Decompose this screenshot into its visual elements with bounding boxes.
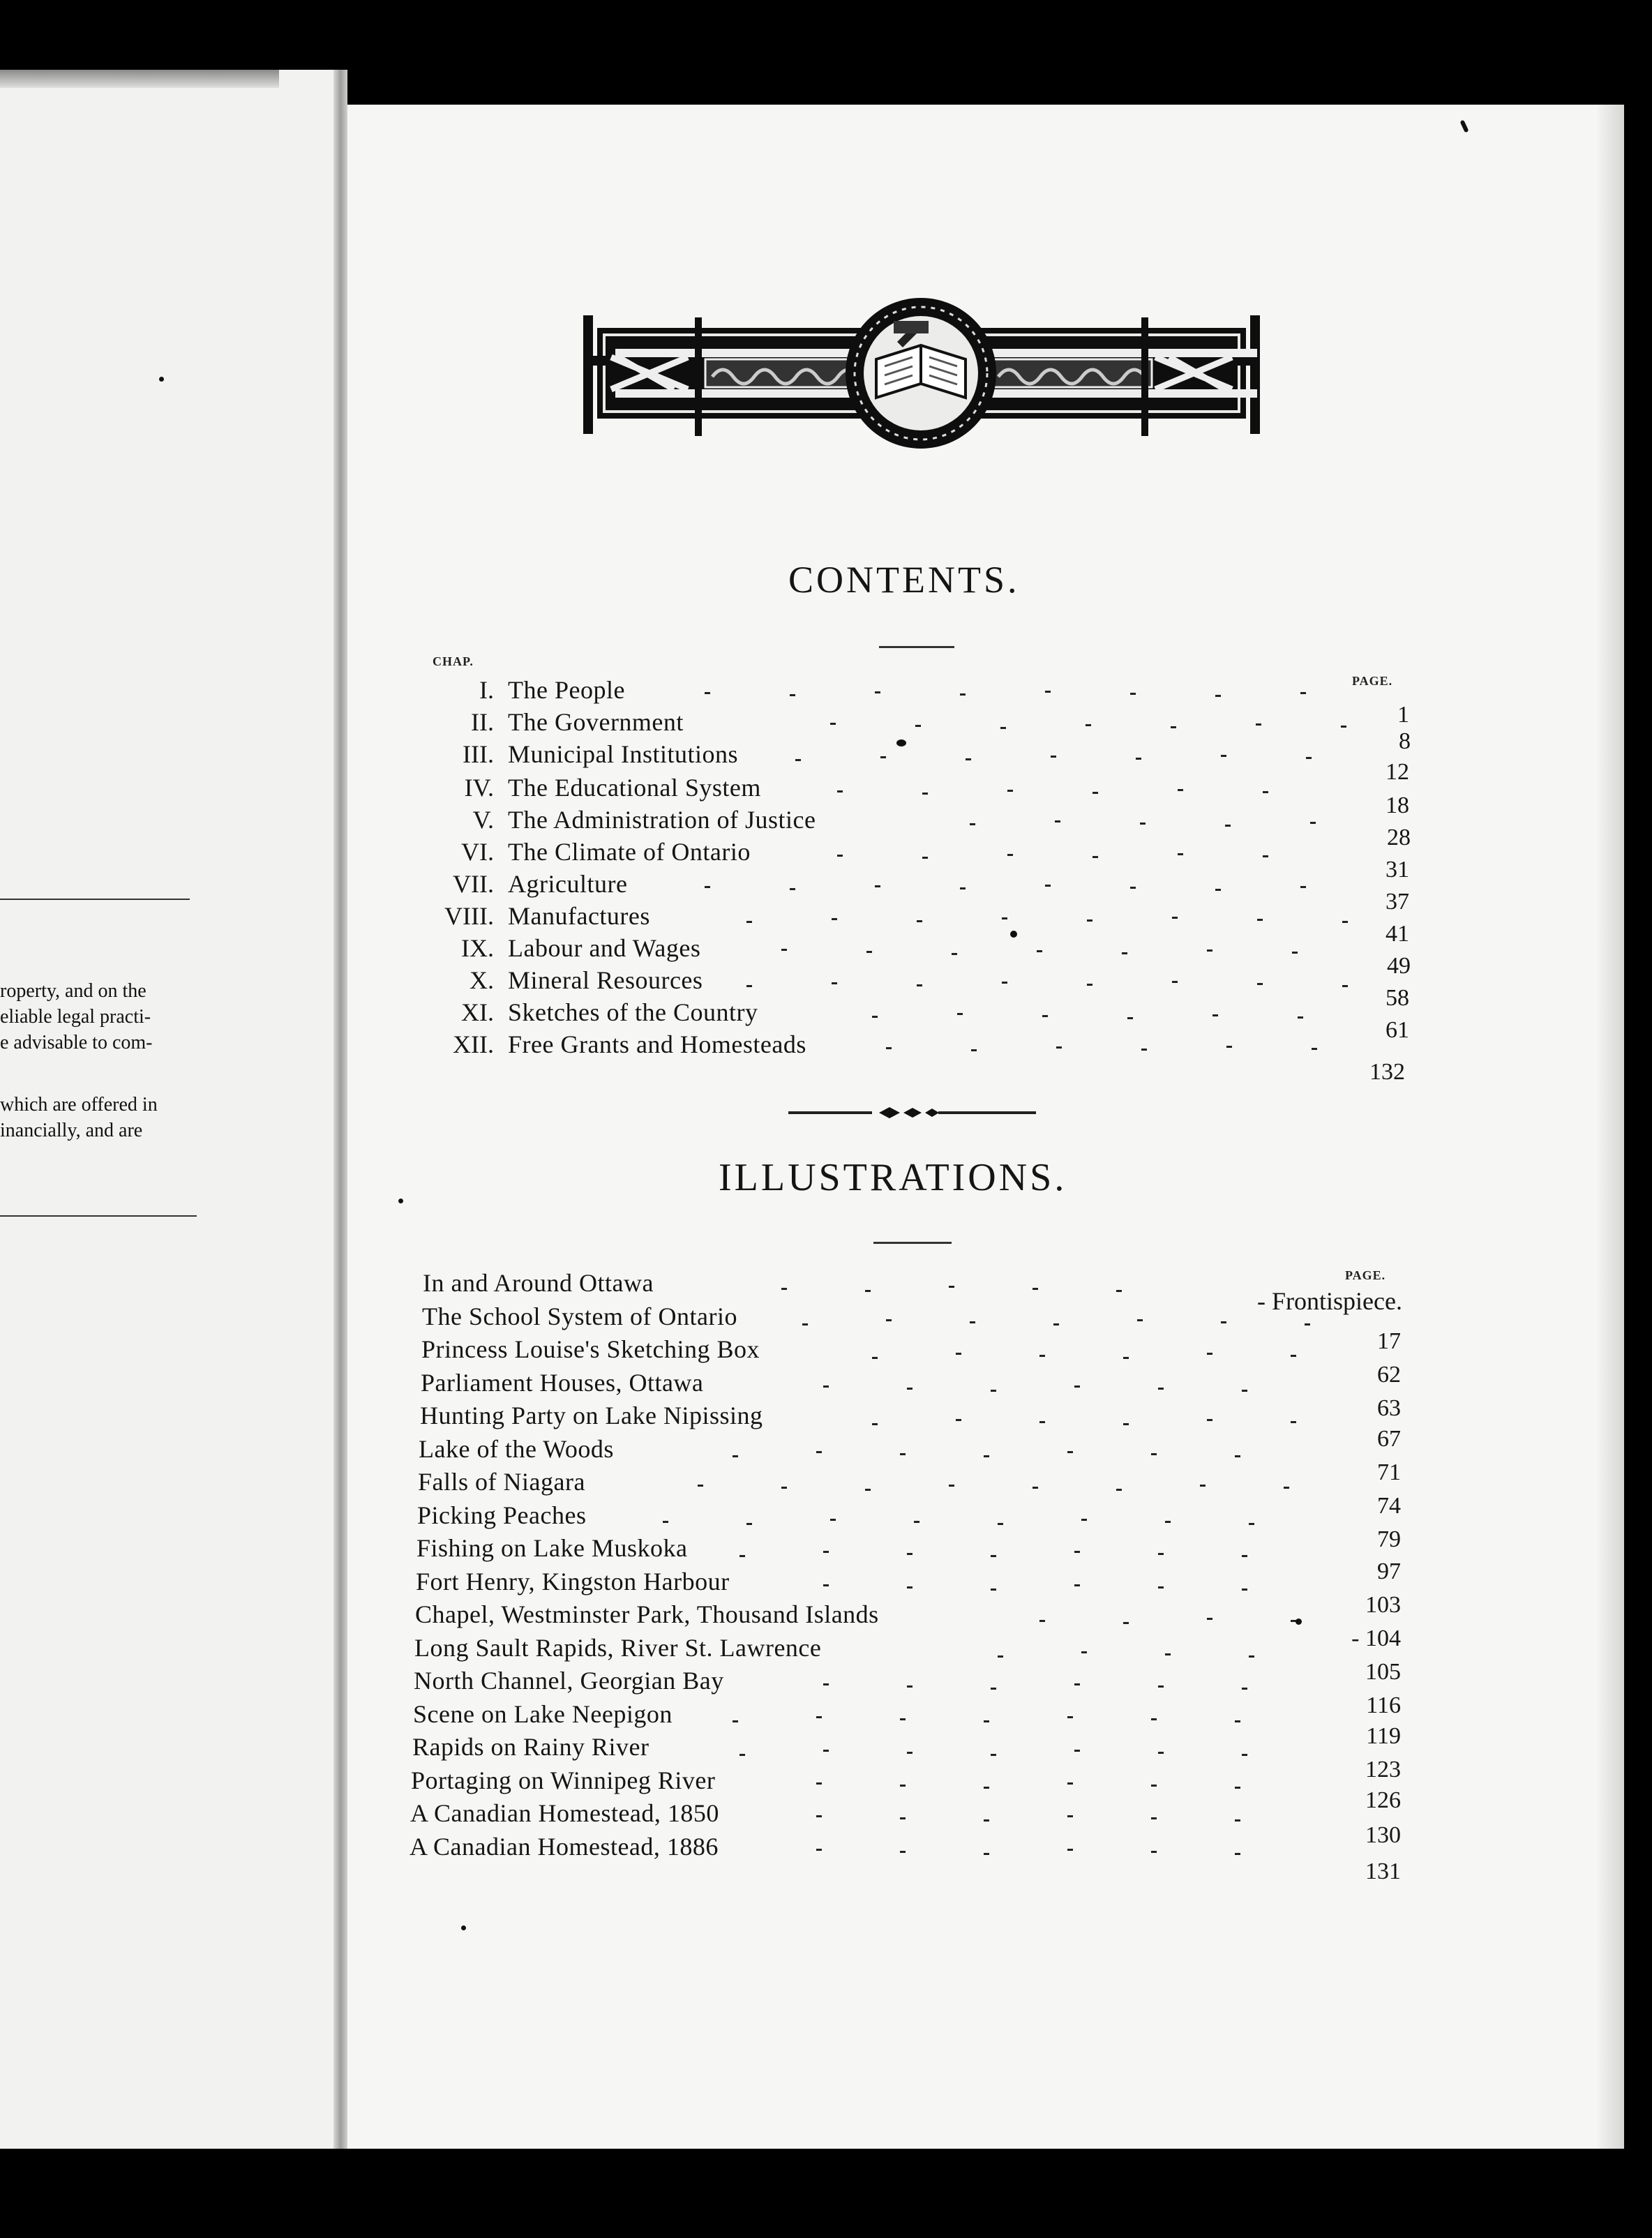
left-page-rule-bottom <box>0 1215 197 1217</box>
illustration-entry <box>0 1300 1652 1332</box>
chapter-page-number: 28 <box>1387 825 1411 850</box>
leader-dots <box>0 1665 1652 1699</box>
illustration-page-number: 67 <box>1377 1426 1401 1452</box>
left-page-line: inancially, and are <box>0 1120 143 1141</box>
chapter-page-number: 37 <box>1386 889 1409 915</box>
illustration-title: Portaging on Winnipeg River <box>411 1766 716 1794</box>
chapter-title: The Educational System <box>508 774 761 802</box>
illustration-title: Picking Peaches <box>417 1501 587 1529</box>
illustration-entry <box>0 1831 1652 1863</box>
chapter-number: VII. <box>453 870 494 898</box>
illustration-page-number: 123 <box>1365 1757 1401 1782</box>
illustration-entry <box>0 1698 1652 1730</box>
left-page-line: e advisable to com- <box>0 1032 153 1053</box>
print-speck <box>1296 1619 1302 1625</box>
illustration-entry <box>0 1731 1652 1763</box>
illustration-entry <box>0 1632 1652 1664</box>
leader-dots <box>0 1433 1652 1468</box>
chapter-number: I. <box>479 676 494 704</box>
illustration-page-number: 126 <box>1365 1787 1401 1813</box>
leader-dots <box>0 1466 1652 1501</box>
chapter-title: Free Grants and Homesteads <box>508 1030 806 1058</box>
contents-heading-rule <box>879 646 954 648</box>
illustration-entry <box>0 1267 1652 1299</box>
chapter-page-number: 12 <box>1386 759 1409 785</box>
illustration-page-number: 74 <box>1377 1493 1401 1519</box>
illustration-title: Lake of the Woods <box>419 1434 614 1463</box>
chapter-page-number: 41 <box>1386 921 1409 947</box>
illustration-title: A Canadian Homestead, 1886 <box>410 1832 719 1861</box>
illustration-page-number: 116 <box>1366 1692 1401 1718</box>
leader-dots <box>0 1598 1652 1633</box>
chapter-page-number: 49 <box>1387 953 1411 979</box>
print-speck <box>398 1199 403 1203</box>
chapter-number: X. <box>470 966 494 994</box>
print-speck <box>461 1925 466 1930</box>
chapter-title: Manufactures <box>508 902 650 930</box>
chapter-number: IV. <box>464 774 494 802</box>
chapter-number: XI. <box>461 998 494 1026</box>
chapter-number: II. <box>471 708 494 736</box>
chapter-page-number: 31 <box>1386 857 1409 883</box>
chapter-page-number: 58 <box>1386 985 1409 1011</box>
illustration-title: Hunting Party on Lake Nipissing <box>420 1402 763 1429</box>
chapter-title: Municipal Institutions <box>508 740 738 768</box>
illustration-page-number: 103 <box>1365 1592 1401 1618</box>
ornamental-headpiece-icon <box>583 293 1260 460</box>
left-page-line: which are offered in <box>0 1094 158 1116</box>
leader-dots <box>0 1565 1652 1600</box>
leader-dots <box>0 1632 1652 1667</box>
leader-dots <box>0 1797 1652 1832</box>
illustration-title: Scene on Lake Neepigon <box>413 1699 673 1728</box>
illustration-title: Fort Henry, Kingston Harbour <box>416 1567 730 1595</box>
chapter-page-number: 61 <box>1386 1017 1409 1043</box>
illustration-title: A Canadian Homestead, 1850 <box>410 1799 719 1827</box>
illustration-title: Princess Louise's Sketching Box <box>421 1335 760 1363</box>
chap-label: CHAP. <box>433 654 474 668</box>
chapter-number: V. <box>472 806 494 834</box>
leader-dots <box>0 1764 1652 1799</box>
illustration-entry <box>0 1565 1652 1598</box>
ornamental-divider-icon <box>788 1102 1036 1123</box>
illustration-page-number: 131 <box>1365 1858 1401 1884</box>
chapter-title: The Government <box>508 708 684 736</box>
illustration-page-number: 105 <box>1365 1659 1401 1685</box>
chapter-number: XII. <box>453 1030 494 1058</box>
illustration-entry <box>0 1333 1652 1365</box>
illustration-entry <box>0 1399 1652 1432</box>
illustration-entry <box>0 1532 1652 1564</box>
illustration-title: In and Around Ottawa <box>423 1269 654 1297</box>
illustration-title: North Channel, Georgian Bay <box>414 1667 724 1695</box>
illustration-entry <box>0 1665 1652 1697</box>
leader-dots <box>0 1399 1652 1434</box>
chapter-page-number: 1 <box>1397 702 1409 728</box>
illustration-entry <box>0 1499 1652 1531</box>
illustration-entry <box>0 1764 1652 1796</box>
chapter-title: The Administration of Justice <box>508 806 816 834</box>
chapter-title: Sketches of the Country <box>508 998 758 1026</box>
illustration-title: The School System of Ontario <box>422 1302 737 1330</box>
chapter-title: Mineral Resources <box>508 966 703 994</box>
chapter-number: III. <box>463 740 494 768</box>
chapter-number: VI. <box>461 838 494 866</box>
contents-heading: CONTENTS. <box>788 559 1020 601</box>
illustration-title: Falls of Niagara <box>418 1468 585 1496</box>
leader-dots <box>0 1499 1652 1534</box>
illustration-title: Fishing on Lake Muskoka <box>416 1534 688 1562</box>
leader-dots <box>0 1731 1652 1766</box>
illustration-entry <box>0 1797 1652 1829</box>
illustration-title: Chapel, Westminster Park, Thousand Islands <box>415 1600 879 1628</box>
print-speck <box>1010 931 1017 938</box>
chapter-number: IX. <box>461 934 494 962</box>
page-shadow <box>0 70 279 88</box>
chapter-page-number: 18 <box>1386 793 1409 818</box>
illustration-page-number: - 104 <box>1351 1625 1401 1651</box>
leader-dots <box>0 1532 1652 1567</box>
leader-dots <box>0 1267 1652 1302</box>
illustrations-heading-rule <box>873 1242 952 1244</box>
print-speck <box>159 377 164 382</box>
illustration-title: Long Sault Rapids, River St. Lawrence <box>414 1633 822 1662</box>
chapter-title: Labour and Wages <box>508 934 701 962</box>
illustration-page-number: 119 <box>1366 1723 1401 1749</box>
illustration-entry <box>0 1598 1652 1630</box>
chapter-title: The People <box>508 676 625 704</box>
illustration-title: Parliament Houses, Ottawa <box>421 1368 704 1397</box>
illustration-entry <box>0 1433 1652 1465</box>
illustration-page-number: 63 <box>1377 1395 1401 1421</box>
chapter-number: VIII. <box>444 902 494 930</box>
illustration-title: Rapids on Rainy River <box>412 1733 649 1761</box>
leader-dots <box>0 1367 1652 1402</box>
chapter-title: The Climate of Ontario <box>508 838 751 866</box>
leader-dots <box>0 1698 1652 1733</box>
left-page-line: roperty, and on the <box>0 980 147 1002</box>
illustration-page-number: 62 <box>1377 1362 1401 1388</box>
leader-dots <box>0 1333 1652 1368</box>
left-page-line: eliable legal practi- <box>0 1006 151 1028</box>
illustrations-page-label: PAGE. <box>1345 1268 1386 1282</box>
illustration-page-number: 17 <box>1377 1328 1401 1354</box>
illustration-page-number: 79 <box>1377 1526 1401 1552</box>
chapter-page-number: 8 <box>1399 728 1411 754</box>
chapter-title: Agriculture <box>508 870 628 898</box>
leader-dots <box>0 1300 1652 1335</box>
illustration-page-number: 71 <box>1377 1459 1401 1485</box>
illustrations-heading: ILLUSTRATIONS. <box>719 1156 1067 1199</box>
chapter-page-number: 132 <box>1369 1059 1405 1085</box>
leader-dots <box>0 1831 1652 1865</box>
illustration-entry <box>0 1367 1652 1399</box>
illustration-page-number: 130 <box>1365 1822 1401 1848</box>
page-label: PAGE. <box>1352 674 1393 688</box>
illustration-page-number: 97 <box>1377 1559 1401 1584</box>
illustration-entry <box>0 1466 1652 1498</box>
illustration-page-number: - Frontispiece. <box>1257 1287 1402 1315</box>
print-speck <box>896 739 906 746</box>
